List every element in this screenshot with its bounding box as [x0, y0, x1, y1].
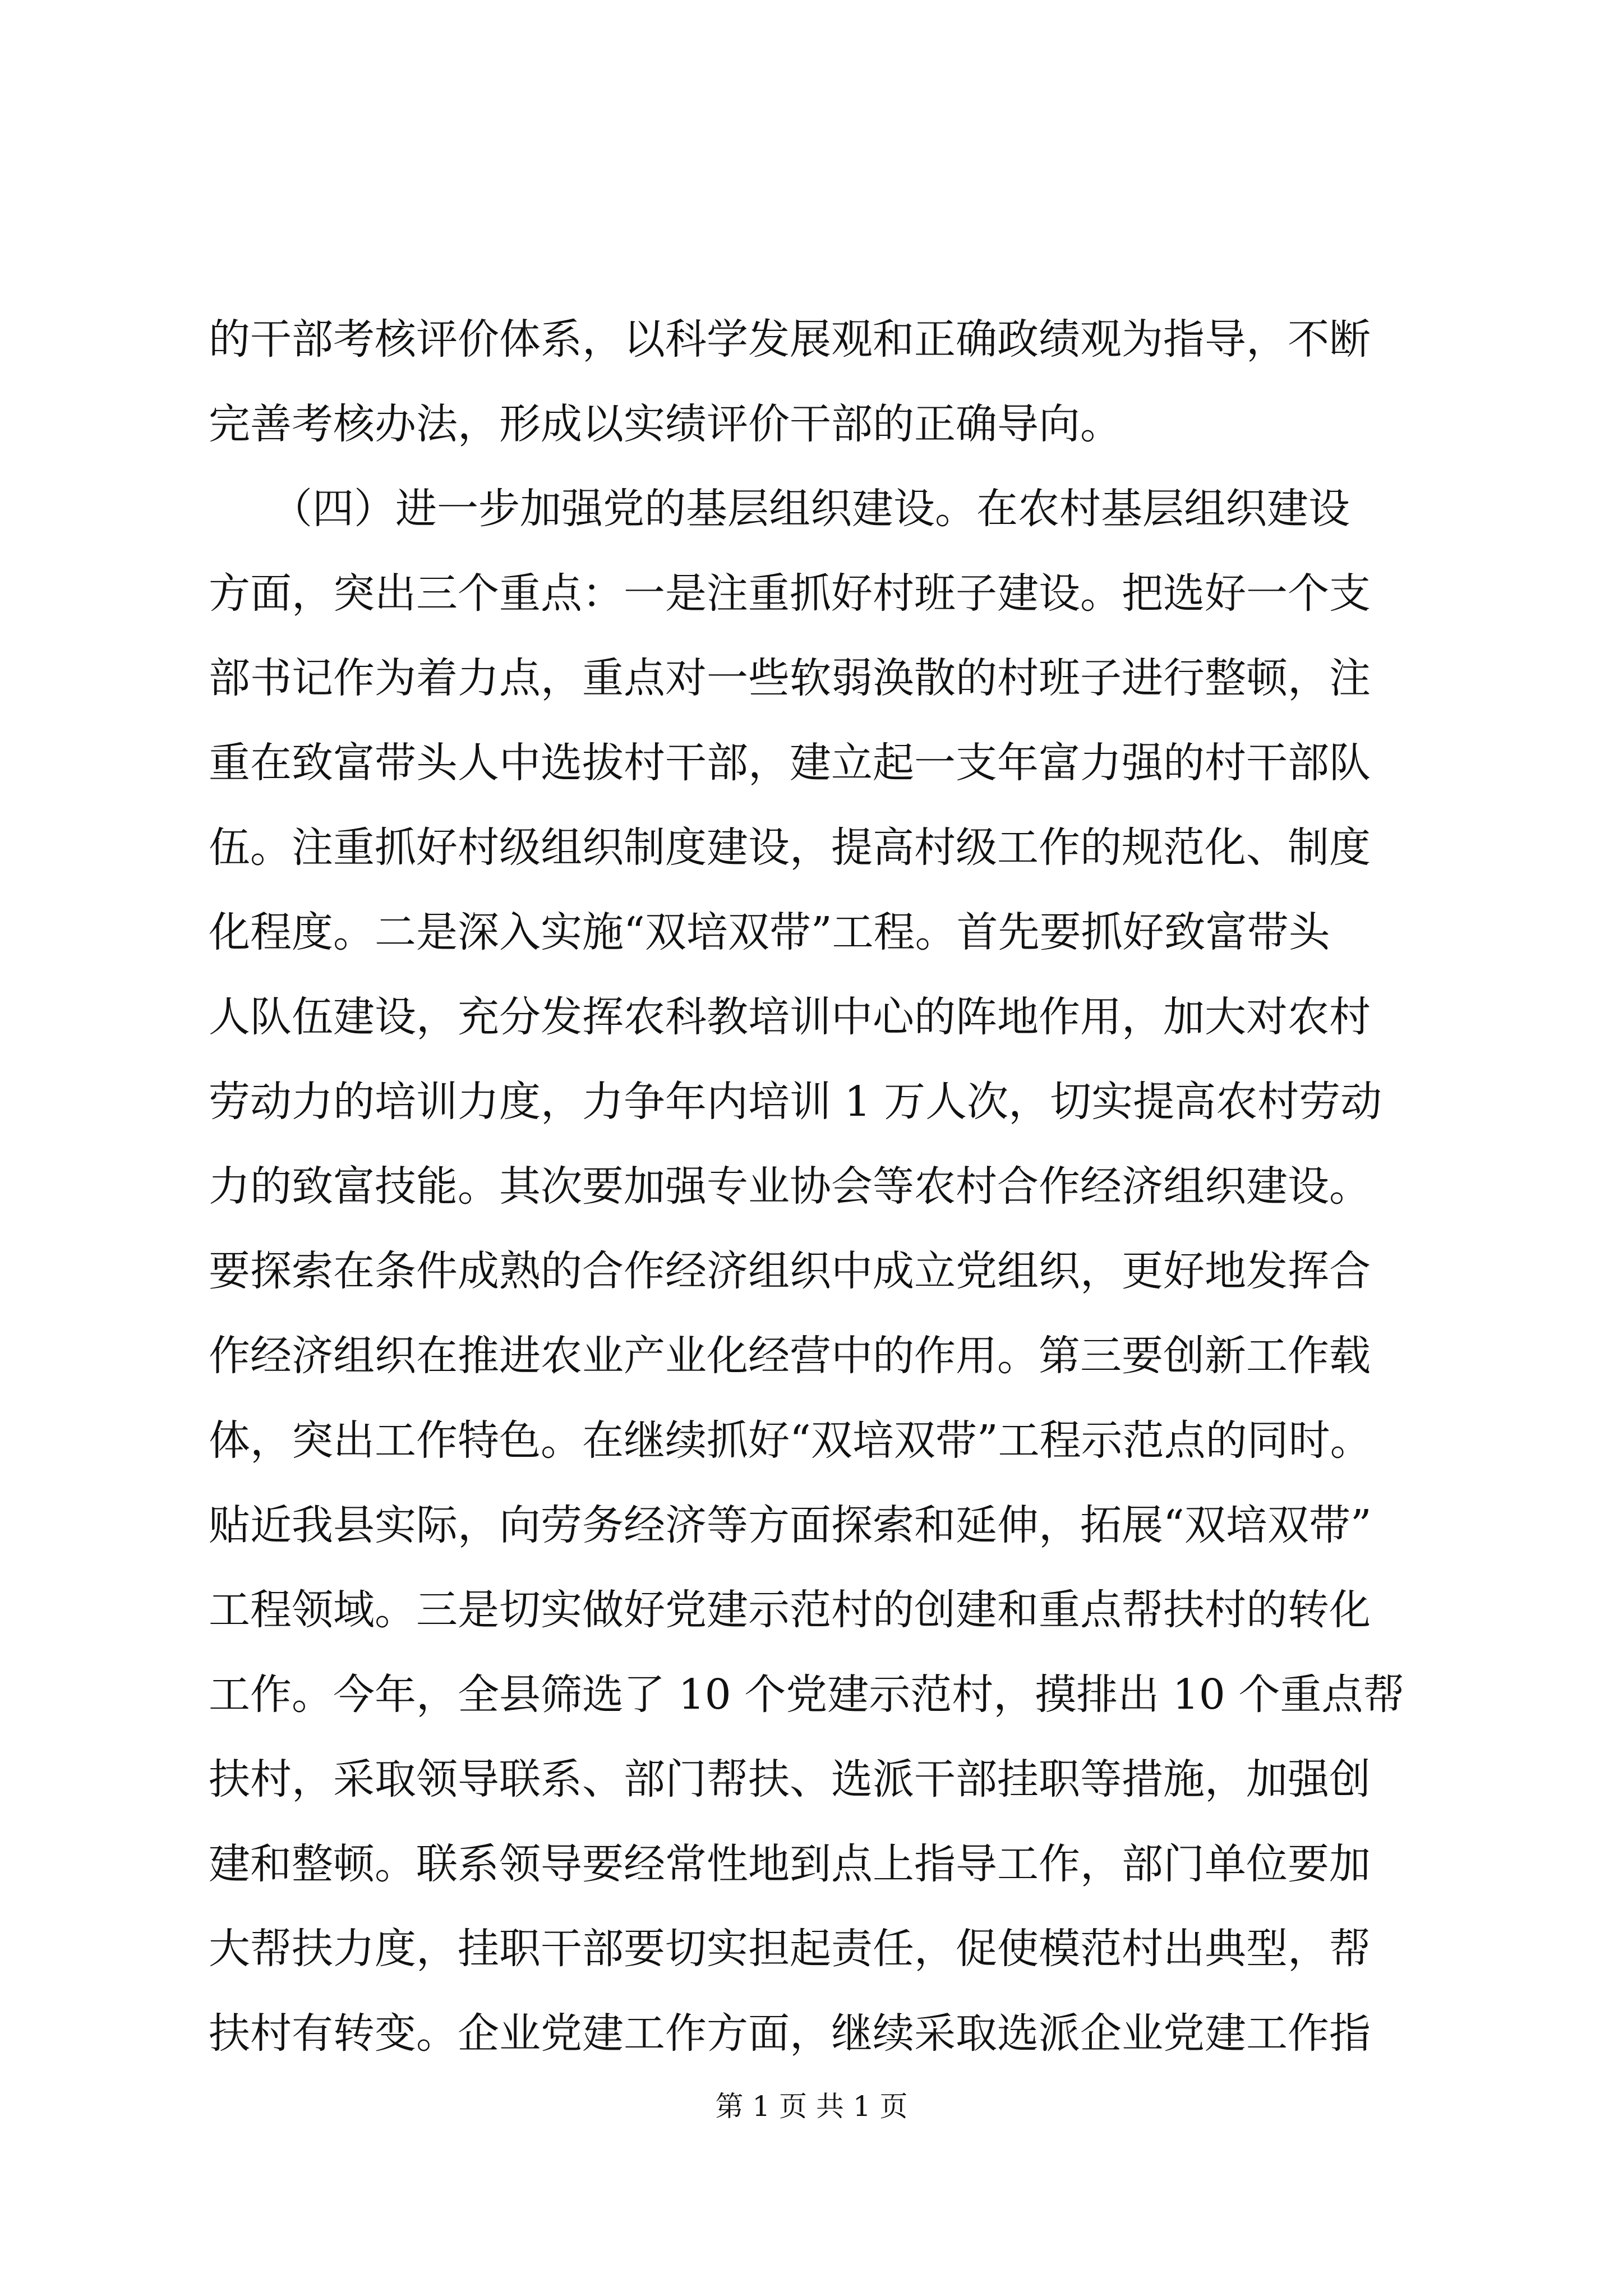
text-line: 作经济组织在推进农业产业化经营中的作用。第三要创新工作载: [209, 1332, 1371, 1380]
text-line: 体，突出工作特色。在继续抓好“双培双带”工程示范点的同时。: [209, 1416, 1372, 1465]
text-line: 力的致富技能。其次要加强专业协会等农村合作经济组织建设。: [209, 1162, 1371, 1211]
text-line: 重在致富带头人中选拔村干部，建立起一支年富力强的村干部队: [209, 739, 1371, 787]
text-line: 要探索在条件成熟的合作经济组织中成立党组织，更好地发挥合: [209, 1247, 1371, 1295]
text-line: 化程度。二是深入实施“双培双带”工程。首先要抓好致富带头: [209, 908, 1330, 956]
text-line: 大帮扶力度，挂职干部要切实担起责任，促使模范村出典型，帮: [209, 1925, 1371, 1973]
text-line: 完善考核办法，形成以实绩评价干部的正确导向。: [209, 400, 1122, 448]
text-line: 伍。注重抓好村级组织制度建设，提高村级工作的规范化、制度: [209, 823, 1371, 872]
text-line: 方面，突出三个重点：一是注重抓好村班子建设。把选好一个支: [209, 569, 1371, 618]
text-line: 工作。今年，全县筛选了 10 个党建示范村，摸排出 10 个重点帮: [209, 1671, 1405, 1719]
text-line: 扶村有转变。企业党建工作方面，继续采取选派企业党建工作指: [209, 2009, 1371, 2058]
text-line: 部书记作为着力点，重点对一些软弱涣散的村班子进行整顿，注: [209, 654, 1371, 702]
document-body: [209, 297, 1420, 2076]
text-line: （四）进一步加强党的基层组织建设。在农村基层组织建设: [209, 485, 1350, 533]
text-line: 劳动力的培训力度，力争年内培训 1 万人次，切实提高农村劳动: [209, 1078, 1382, 1126]
text-line: 工程领域。三是切实做好党建示范村的创建和重点帮扶村的转化: [209, 1586, 1371, 1634]
text-line: 的干部考核评价体系，以科学发展观和正确政绩观为指导，不断: [209, 315, 1371, 364]
page-footer: 第 1 页 共 1 页: [715, 2090, 908, 2123]
text-line: 扶村，采取领导联系、部门帮扶、选派干部挂职等措施，加强创: [209, 1755, 1371, 1803]
text-line: 人队伍建设，充分发挥农科教培训中心的阵地作用，加大对农村: [209, 993, 1371, 1041]
text-line: 建和整顿。联系领导要经常性地到点上指导工作，部门单位要加: [209, 1840, 1371, 1888]
text-line: 贴近我县实际，向劳务经济等方面探索和延伸，拓展“双培双带”: [209, 1501, 1372, 1549]
